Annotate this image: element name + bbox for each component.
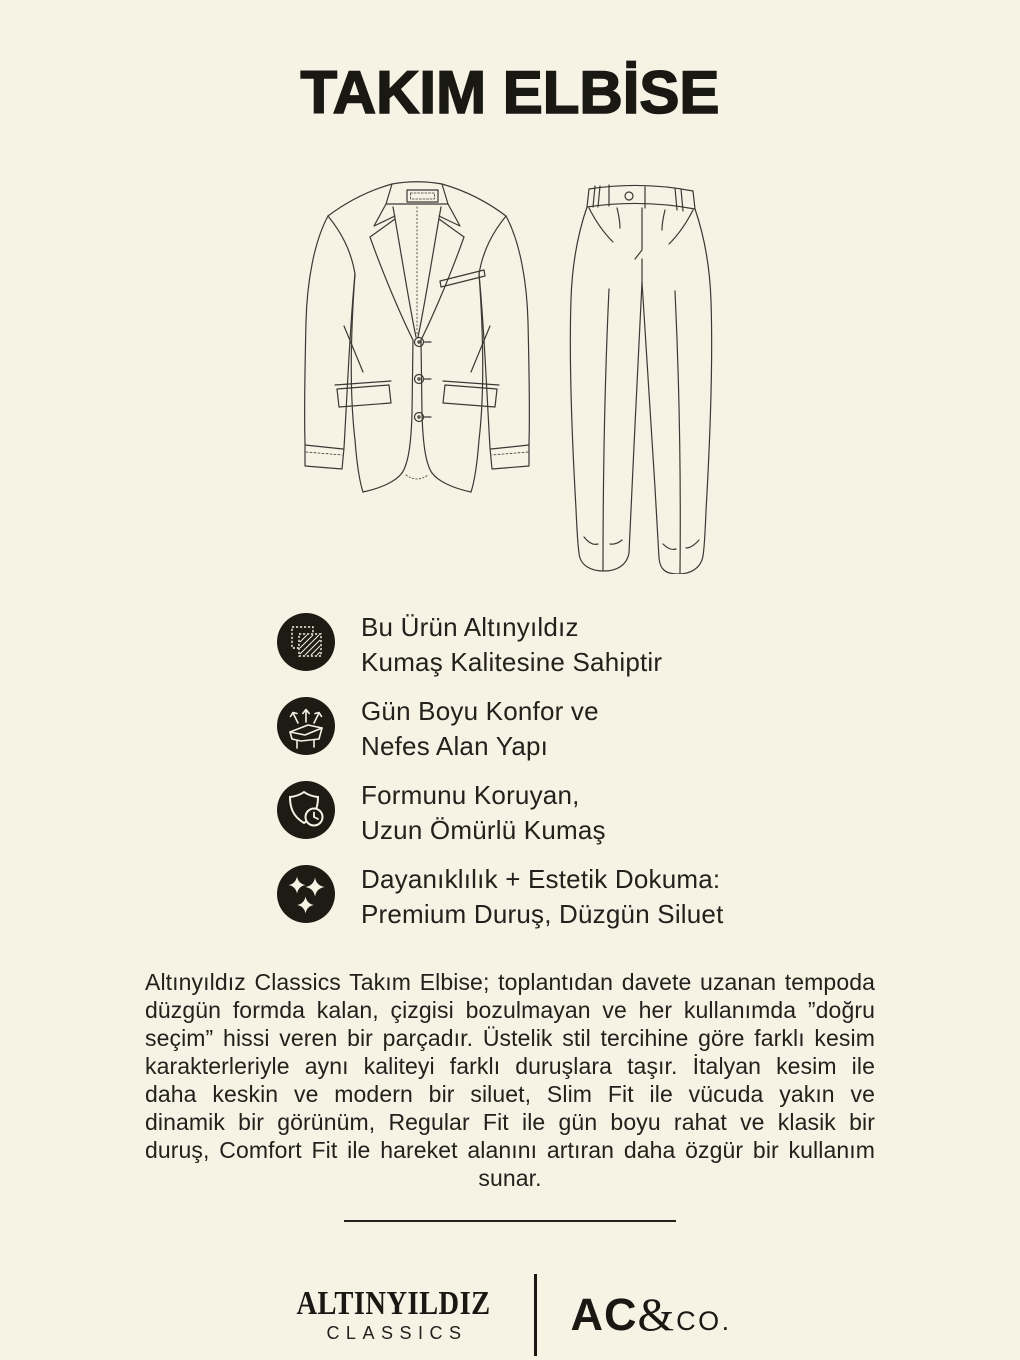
logo-ac-text: AC [570,1289,638,1340]
product-description: Altınyıldız Classics Takım Elbise; toplantıdan davete uzanan tempoda düzgün formda kalan, çizgisi bozulmayan ve her kullanımda ”doğru seçim” hissi veren bir parçadır. Üstelik stil tercihine göre farklı kesim karakterleriyle aynı kaliteyi farklı duruşlara taşır. İtalyan kesim ile daha keskin ve modern bir siluet, Slim Fit ile vücuda yakın ve dinamik bir görünüm, Regular Fit ile gün boyu rahat ve klasik bir duruş, Comfort Fit ile hareket alanını artıran daha özgür bir kullanım sunar. [145,969,875,1191]
feature-item-durability [277,778,1020,848]
ac-and-co-logo [571,1288,732,1342]
logo-ampersand: & [637,1289,675,1341]
fabric-swatch-icon [277,613,335,671]
footer-divider [344,1220,676,1222]
feature-item-fabric-quality [277,610,1020,680]
page-title: TAKIM ELBİSE [300,59,720,126]
feature-text: Gün Boyu Konfor ve Nefes Alan Yapı [361,696,599,761]
logo-co-text: CO. [676,1306,732,1336]
altinyildiz-classics-logo [288,1283,499,1344]
feature-item-premium-weave [277,862,1020,932]
jacket-illustration-icon [297,174,533,498]
feature-text: Formunu Koruyan, Uzun Ömürlü Kumaş [361,780,606,845]
feature-text: Dayanıklılık + Estetik Dokuma: Premium Duruş, Düzgün Siluet [361,864,724,929]
shield-clock-icon [277,781,335,839]
brand-footer [0,1274,1020,1356]
logo-separator [534,1274,537,1356]
suit-illustrations [0,174,1020,574]
feature-item-comfort [277,694,1020,764]
brand-primary-text: ALTINYILDIZ [296,1283,492,1321]
breathable-fabric-icon [277,697,335,755]
trousers-illustration-icon [559,174,724,574]
brand-secondary-text: CLASSICS [326,1322,468,1343]
feature-text: Bu Ürün Altınyıldız Kumaş Kalitesine Sahiptir [361,612,663,677]
sparkles-icon [277,865,335,923]
feature-list [277,610,1020,932]
